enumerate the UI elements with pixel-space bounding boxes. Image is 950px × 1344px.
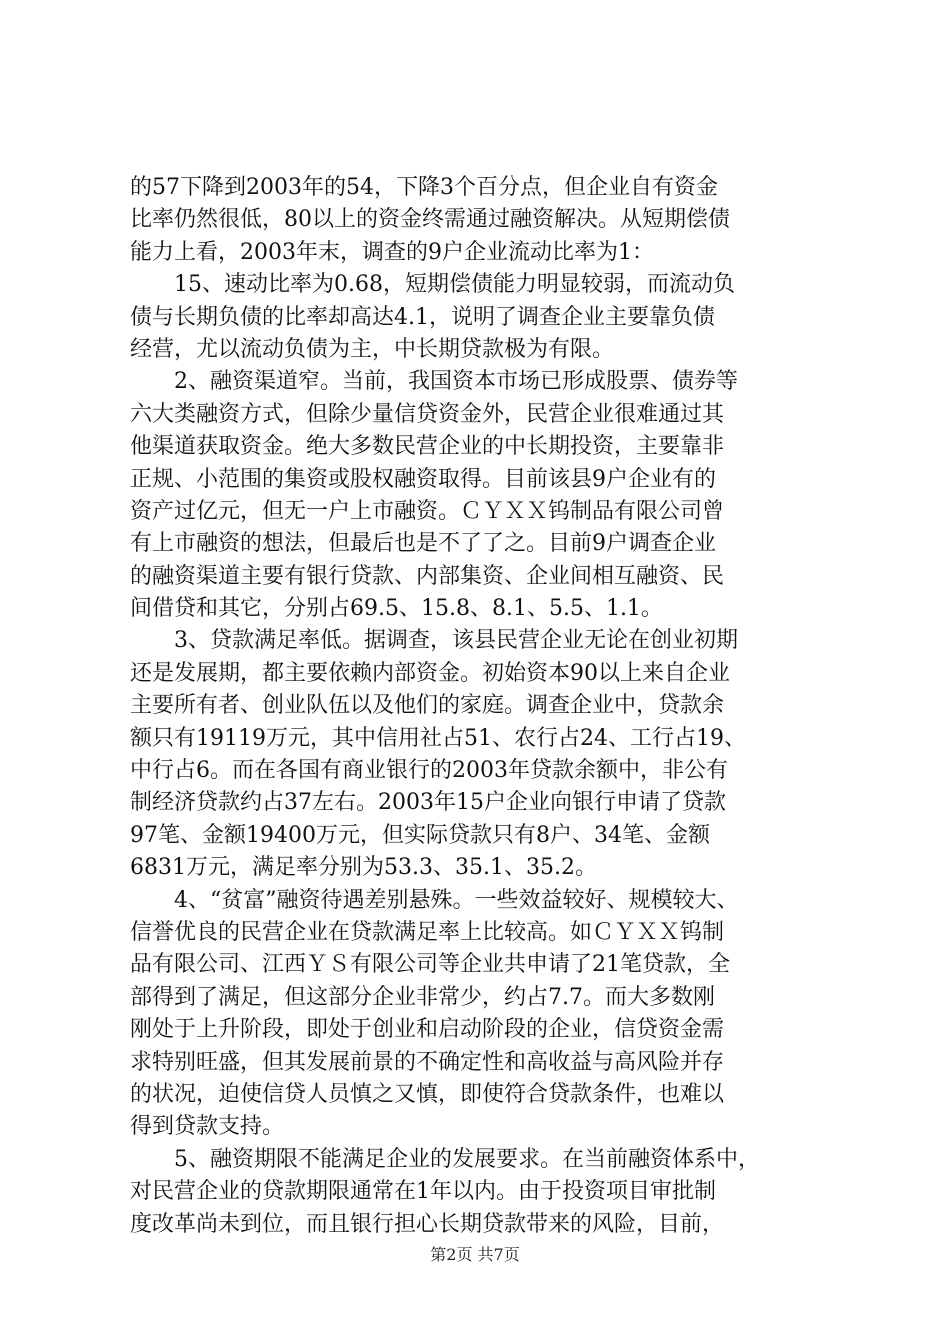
text-line: 5、融资期限不能满足企业的发展要求。在当前融资体系中，: [174, 1146, 760, 1172]
page-footer: 第2页 共7页: [430, 1245, 520, 1264]
text-line: 得到贷款支持。: [130, 1114, 285, 1140]
text-line: 的融资渠道主要有银行贷款、内部集资、企业间相互融资、民: [130, 563, 725, 589]
text-line: 15、速动比率为0.68，短期偿债能力明显较弱，而流动负: [174, 272, 735, 298]
text-line: 品有限公司、江西ＹＳ有限公司等企业共申请了21笔贷款，全: [130, 952, 730, 978]
text-line: 2、融资渠道窄。当前，我国资本市场已形成股票、债券等: [174, 369, 738, 395]
document-body: [130, 172, 830, 1241]
text-line: 的57下降到2003年的54，下降3个百分点，但企业自有资金: [130, 175, 718, 200]
text-line: 间借贷和其它，分别占69.5、15.8、8.1、5.5、1.1。: [130, 596, 663, 622]
text-line: 还是发展期，都主要依赖内部资金。初始资本90以上来自企业: [130, 660, 730, 686]
text-line: 刚处于上升阶段，即处于创业和启动阶段的企业，信贷资金需: [130, 1017, 725, 1043]
text-line: 6831万元，满足率分别为53.3、35.1、35.2。: [130, 855, 597, 881]
text-line: 正规、小范围的集资或股权融资取得。目前该县9户企业有的: [130, 466, 716, 492]
text-line: 能力上看，2003年末，调查的9户企业流动比率为1：: [130, 239, 654, 265]
text-line: 主要所有者、创业队伍以及他们的家庭。调查企业中，贷款余: [130, 693, 725, 719]
text-line: 经营，尤以流动负债为主，中长期贷款极为有限。: [130, 336, 615, 362]
text-line: 度改革尚未到位，而且银行担心长期贷款带来的风险，目前，: [130, 1211, 725, 1237]
text-line: 信誉优良的民营企业在贷款满足率上比较高。如ＣＹＸＸ钨制: [130, 919, 725, 945]
text-line: 3、贷款满足率低。据调查，该县民营企业无论在创业初期: [174, 628, 738, 654]
text-line: 的状况，迫使信贷人员慎之又慎，即使符合贷款条件，也难以: [130, 1081, 725, 1107]
text-line: 比率仍然很低，80以上的资金终需通过融资解决。从短期偿债: [130, 207, 730, 233]
text-line: 97笔、金额19400万元，但实际贷款只有8户、34笔、金额: [130, 822, 710, 848]
text-line: 额只有19119万元，其中信用社占51、农行占24、工行占19、: [130, 725, 746, 751]
text-line: 有上市融资的想法，但最后也是不了了之。目前9户调查企业: [130, 531, 716, 557]
text-line: 六大类融资方式，但除少量信贷资金外，民营企业很难通过其: [130, 401, 725, 427]
text-line: 制经济贷款约占37左右。2003年15户企业向银行申请了贷款: [130, 790, 726, 816]
text-line: 债与长期负债的比率却高达4.1，说明了调查企业主要靠负债: [130, 304, 715, 330]
text-line: 求特别旺盛，但其发展前景的不确定性和高收益与高风险并存: [130, 1049, 725, 1075]
text-line: 他渠道获取资金。绝大多数民营企业的中长期投资，主要靠非: [130, 434, 725, 460]
text-line: 中行占6。而在各国有商业银行的2003年贷款余额中，非公有: [130, 758, 728, 784]
text-line: 对民营企业的贷款期限通常在1年以内。由于投资项目审批制: [130, 1179, 716, 1205]
text-line: 资产过亿元，但无一户上市融资。ＣＹＸＸ钨制品有限公司曾: [130, 498, 725, 524]
text-line: 部得到了满足，但这部分企业非常少，约占7.7。而大多数刚: [130, 984, 715, 1010]
text-line: 4、“贫富”融资待遇差别悬殊。一些效益较好、规模较大、: [174, 887, 739, 913]
